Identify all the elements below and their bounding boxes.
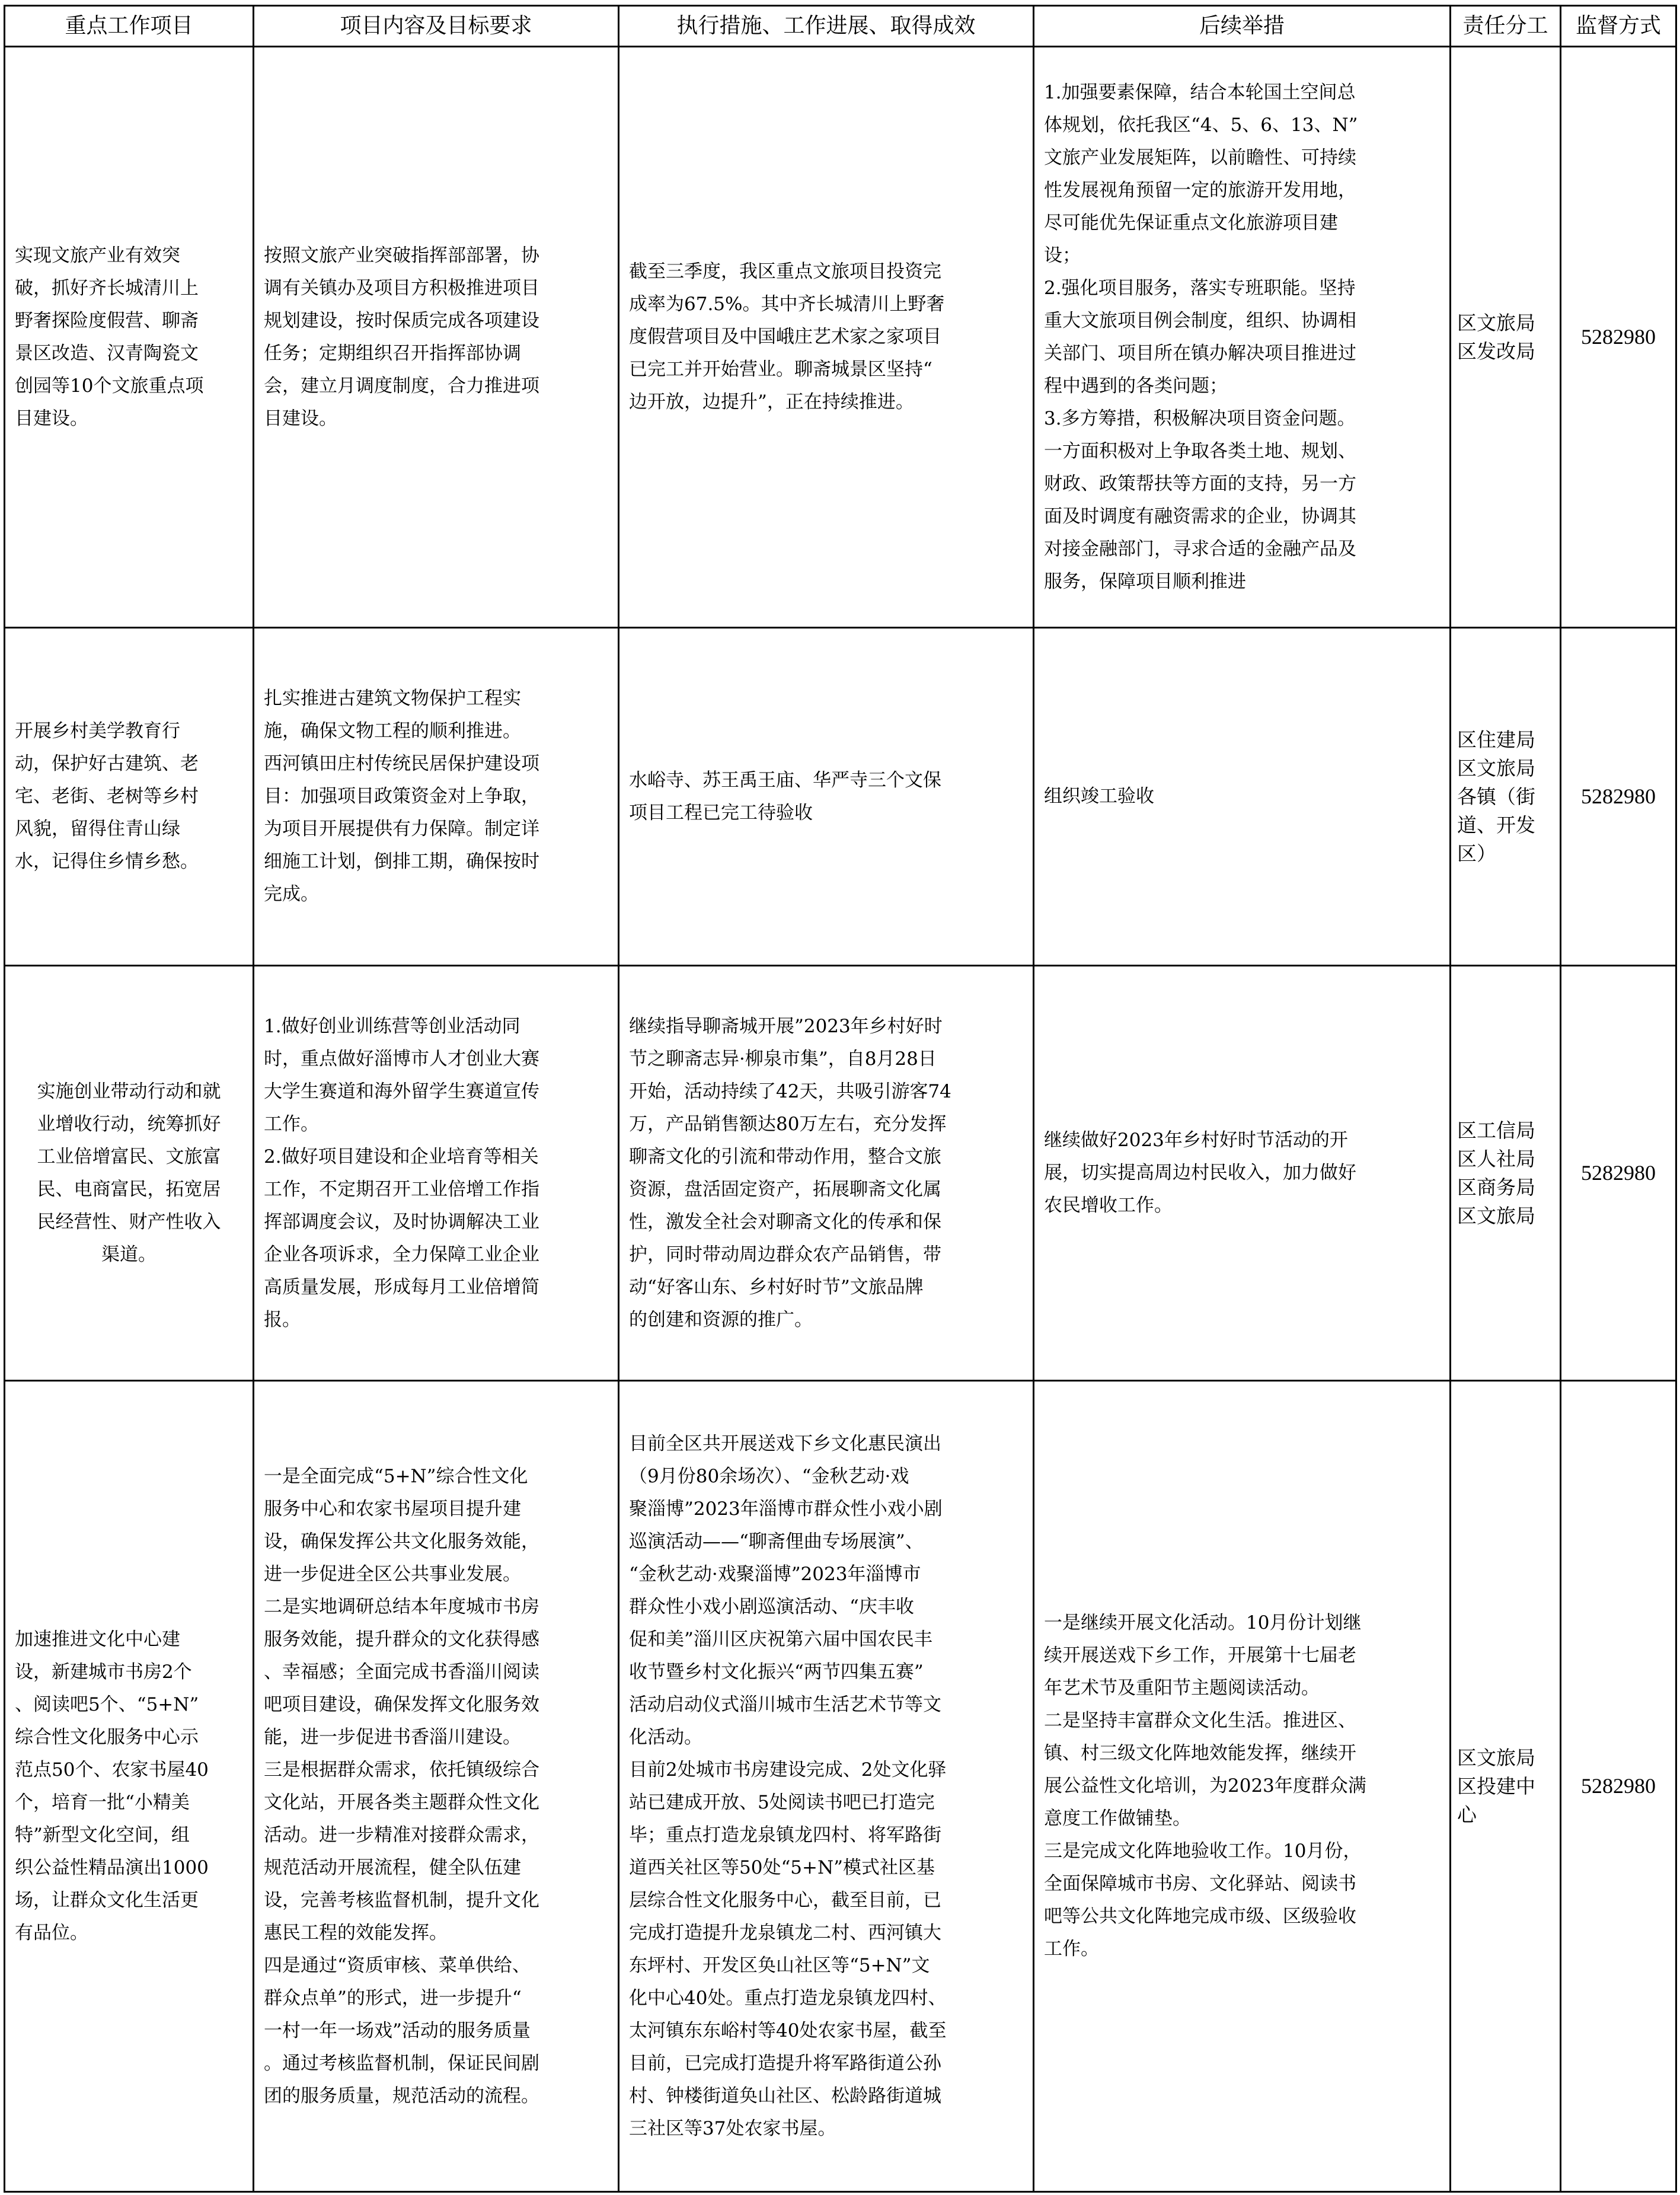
table-row [5,966,1676,1381]
progress-cell [619,1381,1034,2192]
followup-text: 继续做好2023年乡村好时节活动的开 展，切实提高周边村民收入，加力做好 农民增收工作。 [1044,1130,1356,1216]
supervision-text: 5282980 [1581,784,1656,808]
progress-cell [619,628,1034,966]
progress-text: 水峪寺、苏王禹王庙、华严寺三个文保 项目工程已完工待验收 [629,769,941,824]
content-cell [254,1381,619,2192]
supervision-text: 5282980 [1581,325,1656,349]
table-row [5,47,1676,628]
followup-cell [1034,966,1451,1381]
followup-cell [1034,628,1451,966]
responsible-text: 区文旅局 区投建中 心 [1457,1746,1535,1826]
supervision-text: 5282980 [1581,1161,1656,1185]
responsible-cell [1451,1381,1561,2192]
project-cell [5,628,254,966]
header-progress: 执行措施、工作进展、取得成效 [619,6,1034,47]
responsible-cell [1451,628,1561,966]
project-cell [5,966,254,1381]
header-supervision: 监督方式 [1561,6,1676,47]
followup-cell [1034,47,1451,628]
table-row [5,628,1676,966]
responsible-cell [1451,966,1561,1381]
project-cell [5,47,254,628]
work-plan-table [4,5,1677,2193]
header-followup: 后续举措 [1034,6,1451,47]
responsible-cell [1451,47,1561,628]
project-cell [5,1381,254,2192]
project-text: 加速推进文化中心建 设，新建城市书房2个 、阅读吧5个、“5+N” 综合性文化服务中心示 范点50个、农家书屋40 个，培育一批“小精美 特”新型文化空间，组 织公益性精品演出1000 场，让群众文化生活更 有品位。 [15,1628,209,1944]
table-row [5,1381,1676,2192]
supervision-text: 5282980 [1581,1774,1656,1798]
responsible-text: 区住建局 区文旅局 各镇（街 道、开发 区） [1457,728,1535,865]
progress-cell [619,966,1034,1381]
followup-text: 组织竣工验收 [1044,786,1154,807]
header-project: 重点工作项目 [5,6,254,47]
content-cell [254,628,619,966]
supervision-cell [1561,628,1676,966]
supervision-cell [1561,1381,1676,2192]
supervision-cell [1561,47,1676,628]
header-responsible: 责任分工 [1451,6,1561,47]
content-text: 按照文旅产业突破指挥部部署，协 调有关镇办及项目方积极推进项目 规划建设，按时保质完成各项建设 任务；定期组织召开指挥部协调 会，建立月调度制度，合力推进项 目建设。 [264,244,539,429]
header-content: 项目内容及目标要求 [254,6,619,47]
content-text: 一是全面完成“5+N”综合性文化 服务中心和农家书屋项目提升建 设，确保发挥公共文化服务效能， 进一步促进全区公共事业发展。 二是实地调研总结本年度城市书房 服务效能，提升群众的文化获得感 、幸福感；全面完成书香淄川阅读 吧项目建设，确保发挥文化服务效 能，进一步促进书香淄川建设。 三是根据群众需求，依托镇级综合 文化站，开展各类主题群众性文化 活动。进一步精准对接群众需求， 规范活动开展流程，健全队伍建 设，完善考核监督机制，提升文化 惠民工程的效能发挥。 四是通过“资质审核、菜单供给、 群众点单”的形式，进一步提升“ 一村一年一场戏”活动的服务质量 。通过考核监督机制，保证民间剧 团的服务质量，规范活动的流程。 [264,1465,539,2107]
progress-text: 继续指导聊斋城开展”2023年乡村好时 节之聊斋志异·柳泉市集”，自8月28日 开始，活动持续了42天，共吸引游客74 万，产品销售额达80万左右，充分发挥 聊斋文化的引流和带动作用，整合文旅 资源，盘活固定资产，拓展聊斋文化属 性，激发全社会对聊斋文化的传承和保 护，同时带动周边群众农产品销售，带 动“好客山东、乡村好时节”文旅品牌 的创建和资源的推广。 [629,1015,951,1331]
header-row [5,6,1676,47]
project-text: 开展乡村美学教育行 动，保护好古建筑、老 宅、老街、老树等乡村 风貌，留得住青山绿 水，记得住乡情乡愁。 [15,720,199,872]
followup-text: 一是继续开展文化活动。10月份计划继 续开展送戏下乡工作，开展第十七届老 年艺术节及重阳节主题阅读活动。 二是坚持丰富群众文化生活。推进区、 镇、村三级文化阵地效能发挥，继续开 展公益性文化培训，为2023年度群众满 意度工作做铺垫。 三是完成文化阵地验收工作。10月份， 全面保障城市书房、文化驿站、阅读书 吧等公共文化阵地完成市级、区级验收 工作。 [1044,1612,1366,1960]
progress-text: 截至三季度，我区重点文旅项目投资完 成率为67.5%。其中齐长城清川上野奢 度假营项目及中国峨庄艺术家之家项目 已完工并开始营业。聊斋城景区坚持“ 边开放，边提升”，正在持续推进。 [629,261,945,413]
project-text: 实现文旅产业有效突 破，抓好齐长城清川上 野奢探险度假营、聊斋 景区改造、汉青陶瓷文 创园等10个文旅重点项 目建设。 [15,244,204,429]
content-text: 扎实推进古建筑文物保护工程实 施，确保文物工程的顺利推进。 西河镇田庄村传统民居保护建设项 目：加强项目政策资金对上争取， 为项目开展提供有力保障。制定详 细施工计划，倒排工期，确保按时 完成。 [264,688,539,905]
supervision-cell [1561,966,1676,1381]
followup-text: 1.加强要素保障，结合本轮国土空间总 体规划，依托我区“4、5、6、13、N” 文旅产业发展矩阵，以前瞻性、可持续 性发展视角预留一定的旅游开发用地， 尽可能优先保证重点文化旅游项目建 设； 2.强化项目服务，落实专班职能。坚持 重大文旅项目例会制度，组织、协调相 关部门、项目所在镇办解决项目推进过 程中遇到的各类问题； 3.多方筹措，积极解决项目资金问题。 一方面积极对上争取各类土地、规划、 财政、政策帮扶等方面的支持，另一方 面及时调度有融资需求的企业，协调其 对接金融部门，寻求合适的金融产品及 服务，保障项目顺利推进 [1044,81,1358,592]
content-text: 1.做好创业训练营等创业活动同 时，重点做好淄博市人才创业大赛 大学生赛道和海外留学生赛道宣传 工作。 2.做好项目建设和企业培育等相关 工作，不定期召开工业倍增工作指 挥部调度会议，及时协调解决工业 企业各项诉求，全力保障工业企业 高质量发展，形成每月工业倍增简 报。 [264,1015,539,1331]
followup-cell [1034,1381,1451,2192]
progress-cell [619,47,1034,628]
project-text: 实施创业带动行动和就 业增收行动，统筹抓好 工业倍增富民、文旅富 民、电商富民，拓宽居 民经营性、财产性收入 渠道。 [37,1080,221,1265]
content-cell [254,966,619,1381]
responsible-text: 区文旅局 区发改局 [1457,311,1535,363]
progress-text: 目前全区共开展送戏下乡文化惠民演出 （9月份80余场次）、“金秋艺动·戏 聚淄博”2023年淄博市群众性小戏小剧 巡演活动——“聊斋俚曲专场展演”、 “金秋艺动·戏聚淄博”2023年淄博市 群众性小戏小剧巡演活动、“庆丰收 促和美”淄川区庆祝第六届中国农民丰 收节暨乡村文化振兴“两节四集五赛” 活动启动仪式淄川城市生活艺术节等文 化活动。 目前2处城市书房建设完成、2处文化驿 站已建成开放、5处阅读书吧已打造完 毕；重点打造龙泉镇龙四村、将军路街 道西关社区等50处“5+N”模式社区基 层综合性文化服务中心，截至目前，已 完成打造提升龙泉镇龙二村、西河镇大 东坪村、开发区奂山社区等“5+N”文 化中心40处。重点打造龙泉镇龙四村、 太河镇东东峪村等40处农家书屋，截至 目前，已完成打造提升将军路街道公孙 村、钟楼街道奂山社区、松龄路街道城 三社区等37处农家书屋。 [629,1433,947,2139]
responsible-text: 区工信局 区人社局 区商务局 区文旅局 [1457,1118,1535,1227]
content-cell [254,47,619,628]
